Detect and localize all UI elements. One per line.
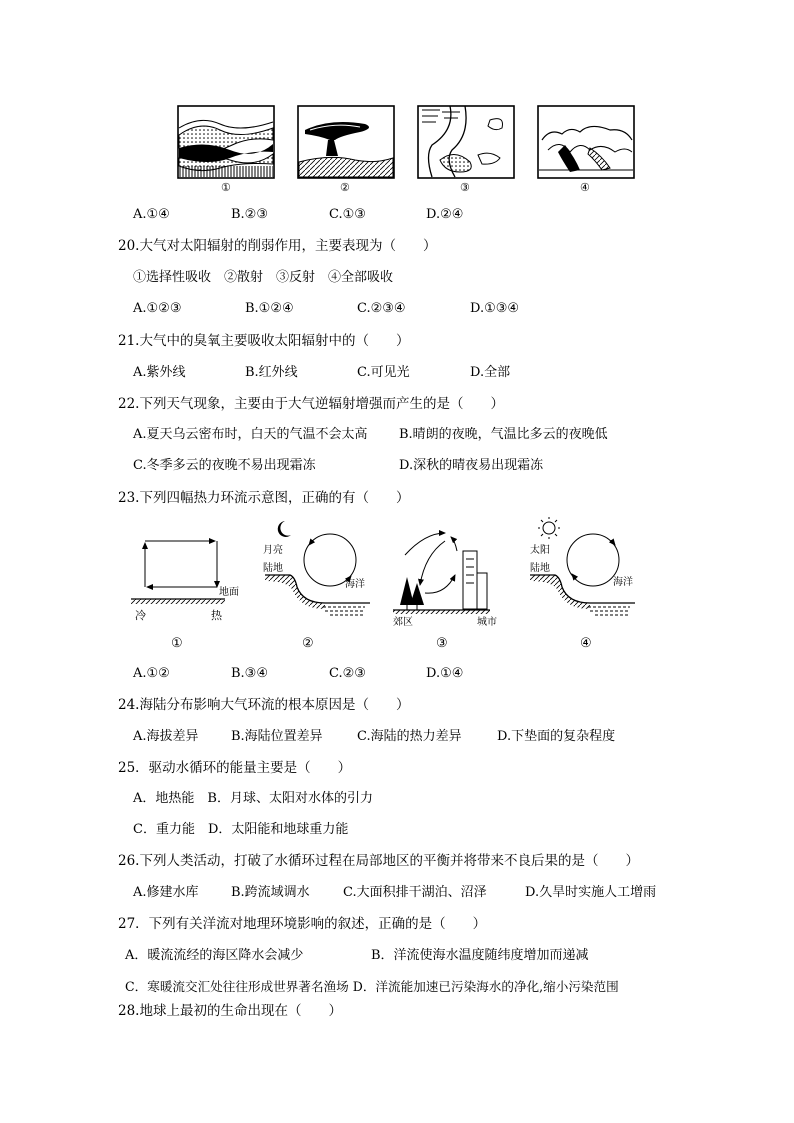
question-21-option-b: B.红外线	[245, 365, 298, 380]
circulation-diagram-1	[131, 541, 239, 651]
geology-figure	[170, 100, 640, 195]
question-26-option-a: A.修建水库	[133, 885, 199, 900]
geology-box-4	[538, 106, 634, 178]
question-23-option-c: C.②③	[329, 666, 366, 681]
question-20-option-b: B.①②④	[245, 301, 294, 316]
question-24-option-b: B.海陆位置差异	[231, 729, 323, 744]
geology-label-3: ③	[460, 181, 470, 194]
question-27-option-cd: C．寒暖流交汇处往往形成世界著名渔场 D．洋流能加速已污染海水的净化,缩小污染范围	[125, 979, 619, 994]
circulation-diagram-4	[530, 517, 635, 651]
fig4-number: ④	[580, 636, 592, 651]
geology-box-2	[298, 106, 394, 178]
fig3-city-label: 城市	[477, 617, 497, 628]
question-20-items: ①选择性吸收 ②散射 ③反射 ④全部吸收	[133, 270, 394, 285]
question-24-stem: 24.海陆分布影响大气环流的根本原因是（ ）	[118, 697, 410, 713]
question-26-stem: 26.下列人类活动，打破了水循环过程在局部地区的平衡并将带来不良后果的是（ ）	[118, 853, 639, 869]
question-26-option-d: D.久旱时实施人工增雨	[525, 885, 657, 900]
fig-option-d: D.②④	[426, 207, 464, 222]
question-20-option-d: D.①③④	[470, 301, 520, 316]
question-22-option-d: D.深秋的晴夜易出现霜冻	[399, 458, 544, 473]
moon-icon	[278, 521, 291, 537]
question-22-option-c: C.冬季多云的夜晚不易出现霜冻	[133, 458, 316, 473]
question-25-options-line2: C．重力能 D．太阳能和地球重力能	[133, 822, 349, 837]
question-21-option-a: A.紫外线	[133, 365, 186, 380]
fig4-sun-label: 太阳	[530, 545, 550, 556]
thermal-circulation-figure	[125, 515, 685, 655]
question-22-option-b: B.晴朗的夜晚，气温比多云的夜晚低	[399, 427, 608, 442]
fig-option-c: C.①③	[329, 207, 366, 222]
question-23-stem: 23.下列四幅热力环流示意图，正确的有（ ）	[118, 490, 410, 506]
question-24-option-a: A.海拔差异	[133, 729, 199, 744]
fig4-sea-label: 海洋	[613, 577, 633, 588]
fig-option-b: B.②③	[231, 207, 268, 222]
question-20-option-c: C.②③④	[357, 301, 406, 316]
question-20-stem: 20.大气对太阳辐射的削弱作用，主要表现为（ ）	[118, 238, 437, 254]
fig3-suburb-label: 郊区	[393, 617, 413, 628]
question-25-options-line1: A．地热能 B．月球、太阳对水体的引力	[133, 791, 373, 806]
fig1-number: ①	[171, 636, 183, 651]
fig3-number: ③	[436, 636, 448, 651]
question-27-stem: 27．下列有关洋流对地理环境影响的叙述，正确的是（ ）	[118, 916, 487, 932]
building-icon	[463, 551, 487, 609]
question-28-stem: 28.地球上最初的生命出现在（ ）	[118, 1003, 342, 1019]
question-21-option-d: D.全部	[470, 365, 511, 380]
question-27-option-a: A．暖流流经的海区降水会减少	[125, 948, 304, 963]
fig1-ground-label: 地面	[219, 587, 239, 598]
fig2-number: ②	[302, 636, 314, 651]
question-26-option-c: C.大面积排干湖泊、沼泽	[343, 885, 487, 900]
geology-label-1: ①	[221, 181, 231, 194]
question-21-stem: 21.大气中的臭氧主要吸收太阳辐射中的（ ）	[118, 333, 410, 349]
fig2-moon-label: 月亮	[263, 545, 283, 556]
fig2-land-label: 陆地	[263, 563, 283, 574]
geology-label-4: ④	[580, 181, 590, 194]
question-24-option-d: D.下垫面的复杂程度	[497, 729, 616, 744]
question-25-stem: 25．驱动水循环的能量主要是（ ）	[118, 760, 352, 776]
sun-icon	[538, 517, 560, 539]
question-23-option-d: D.①④	[426, 666, 464, 681]
question-22-stem: 22.下列天气现象，主要由于大气逆辐射增强而产生的是（ ）	[118, 396, 504, 412]
fig1-hot-label: 热	[211, 609, 222, 622]
geology-box-1	[178, 106, 274, 178]
fig2-sea-label: 海洋	[345, 579, 365, 590]
question-27-option-b: B．洋流使海水温度随纬度增加而递减	[371, 948, 589, 963]
circulation-diagram-2	[263, 521, 370, 651]
geology-box-3	[418, 106, 514, 178]
question-22-option-a: A.夏天乌云密布时，白天的气温不会太高	[133, 427, 368, 442]
question-21-option-c: C.可见光	[357, 365, 410, 380]
fig1-cold-label: 冷	[135, 609, 146, 622]
question-24-option-c: C.海陆的热力差异	[357, 729, 462, 744]
fig4-land-label: 陆地	[530, 563, 550, 574]
circulation-diagram-3	[393, 533, 497, 651]
question-23-option-a: A.①②	[133, 666, 170, 681]
question-23-option-b: B.③④	[231, 666, 268, 681]
question-20-option-a: A.①②③	[133, 301, 182, 316]
fig-option-a: A.①④	[133, 207, 170, 222]
geology-label-2: ②	[340, 181, 350, 194]
question-26-option-b: B.跨流域调水	[231, 885, 310, 900]
